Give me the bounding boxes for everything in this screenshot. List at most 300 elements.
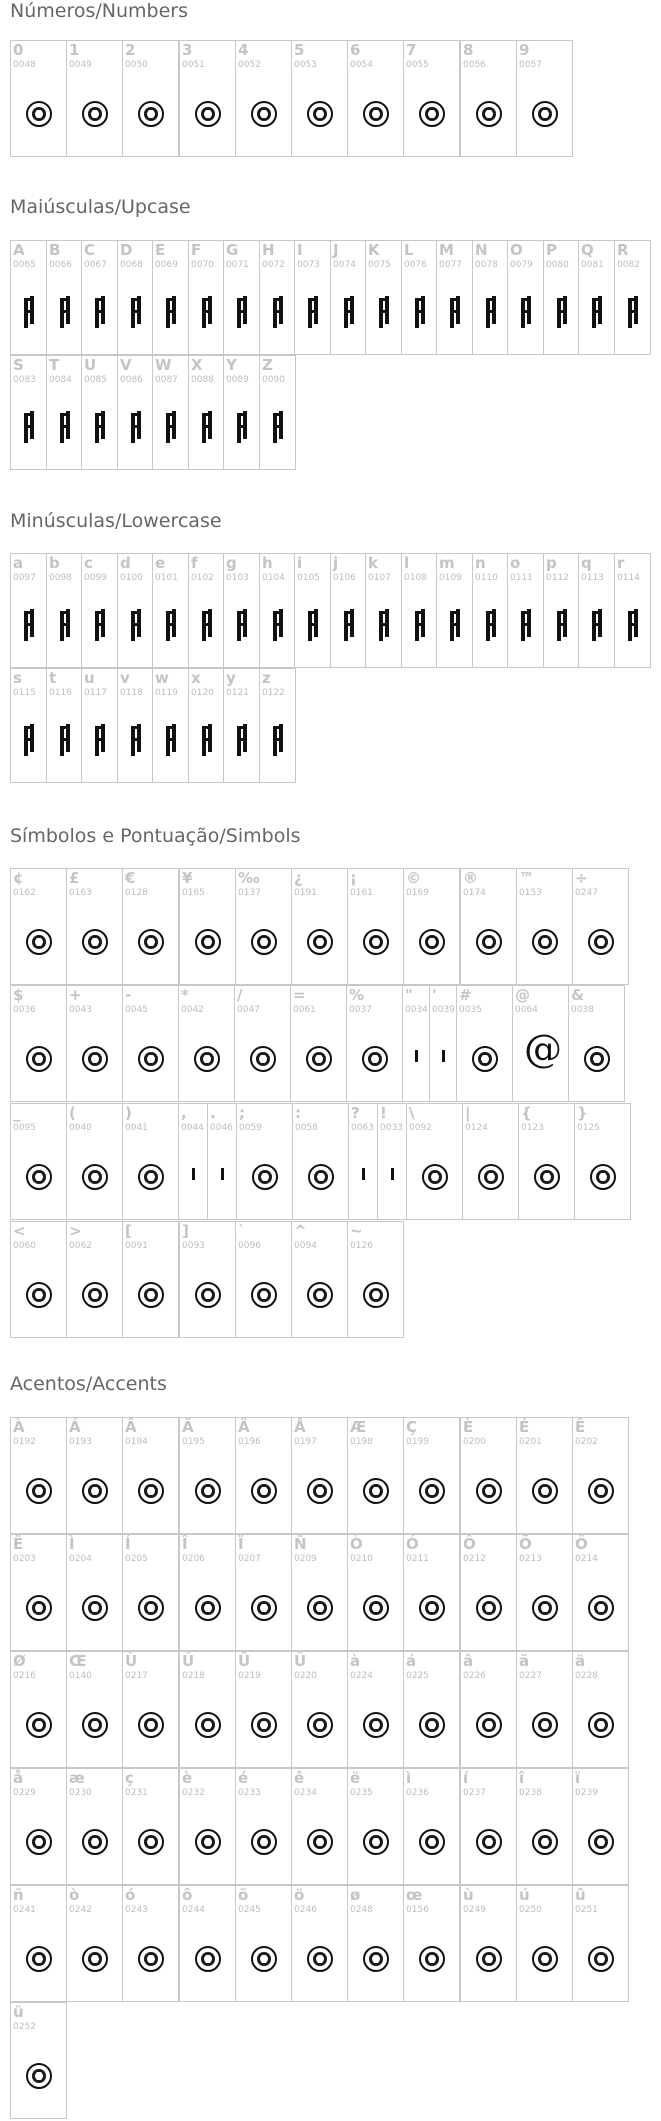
glyph-preview-badge (419, 1829, 445, 1855)
glyph-cell[interactable] (347, 868, 404, 985)
glyph-code: 0233 (238, 1788, 261, 1798)
glyph-cell[interactable] (330, 553, 367, 668)
glyph-cell[interactable] (574, 1103, 631, 1220)
glyph-character: l (404, 554, 410, 572)
glyph-character: G (226, 241, 239, 259)
glyph-preview-badge (195, 1478, 221, 1504)
glyph-code: 0033 (380, 1123, 403, 1133)
glyph-preview-badge (584, 1046, 610, 1072)
glyph-preview-badge (363, 1282, 389, 1308)
glyph-cell[interactable] (235, 1221, 292, 1338)
glyph-code: 0212 (463, 1554, 486, 1564)
glyph-cell[interactable] (572, 1534, 629, 1651)
glyph-cell[interactable] (152, 240, 189, 355)
glyph-cell[interactable] (291, 1885, 348, 2002)
glyph-cell[interactable] (347, 40, 404, 157)
glyph-code: 0068 (120, 260, 143, 270)
glyph-character: $ (13, 986, 24, 1004)
glyph-cell[interactable] (259, 355, 296, 470)
glyph-code: 0075 (368, 260, 391, 270)
glyph-cell[interactable] (223, 240, 260, 355)
glyph-cell[interactable] (46, 553, 83, 668)
glyph-character: ™ (519, 869, 534, 887)
glyph-preview (237, 724, 247, 756)
glyph-cell[interactable] (66, 985, 123, 1102)
glyph-cell[interactable] (403, 1534, 460, 1651)
glyph-cell[interactable] (66, 1768, 123, 1885)
glyph-character: H (262, 241, 275, 259)
glyph-cell[interactable] (10, 1768, 67, 1885)
glyph-cell[interactable] (223, 553, 260, 668)
glyph-code: 0091 (125, 1241, 148, 1251)
glyph-code: 0090 (262, 375, 285, 385)
glyph-cell[interactable] (348, 1103, 378, 1220)
glyph-cell[interactable] (401, 240, 438, 355)
glyph-cell[interactable] (152, 553, 189, 668)
glyph-code: 0094 (294, 1241, 317, 1251)
section-title: Símbolos e Pontuação/Simbols (10, 825, 301, 847)
glyph-cell[interactable] (235, 1534, 292, 1651)
glyph-cell[interactable] (188, 668, 225, 783)
glyph-cell[interactable] (66, 1221, 123, 1338)
glyph-cell[interactable] (460, 40, 517, 157)
glyph-cell[interactable] (152, 668, 189, 783)
glyph-cell[interactable] (291, 868, 348, 985)
glyph-code: 0169 (406, 888, 429, 898)
glyph-character: F (191, 241, 202, 259)
glyph-cell[interactable] (46, 240, 83, 355)
glyph-preview-badge (82, 1478, 108, 1504)
glyph-character: ; (239, 1104, 245, 1122)
glyph-cell[interactable] (152, 355, 189, 470)
glyph-cell[interactable] (572, 868, 629, 985)
glyph-preview-badge (26, 1595, 52, 1621)
glyph-cell[interactable] (436, 553, 473, 668)
glyph-character: À (13, 1418, 25, 1436)
glyph-character: L (404, 241, 414, 259)
glyph-character: P (546, 241, 557, 259)
glyph-cell[interactable] (460, 1534, 517, 1651)
glyph-preview-badge (26, 1478, 52, 1504)
glyph-code: 0088 (191, 375, 214, 385)
glyph-code: 0207 (238, 1554, 261, 1564)
glyph-cell[interactable] (460, 1885, 517, 2002)
glyph-preview (379, 296, 389, 328)
glyph-cell[interactable] (403, 1417, 460, 1534)
glyph-preview (557, 609, 567, 641)
glyph-code: 0252 (13, 2022, 36, 2032)
glyph-character: É (519, 1418, 530, 1436)
glyph-code: 0210 (350, 1554, 373, 1564)
glyph-character: R (617, 241, 629, 259)
glyph-cell[interactable] (291, 1417, 348, 1534)
glyph-cell[interactable] (117, 668, 154, 783)
glyph-cell[interactable] (235, 868, 292, 985)
glyph-cell[interactable] (572, 1651, 629, 1768)
glyph-cell[interactable] (10, 1534, 67, 1651)
glyph-cell[interactable] (188, 553, 225, 668)
glyph-character: = (293, 986, 306, 1004)
glyph-code: 0043 (69, 1005, 92, 1015)
glyph-cell[interactable] (236, 1103, 293, 1220)
glyph-cell[interactable] (117, 355, 154, 470)
glyph-cell[interactable] (512, 985, 569, 1102)
glyph-cell[interactable] (259, 240, 296, 355)
glyph-preview-badge (419, 101, 445, 127)
glyph-cell[interactable] (291, 1534, 348, 1651)
glyph-cell[interactable] (66, 40, 123, 157)
glyph-cell[interactable] (291, 1221, 348, 1338)
glyph-character: ÷ (575, 869, 588, 887)
glyph-cell[interactable] (507, 240, 544, 355)
glyph-cell[interactable] (290, 985, 347, 1102)
glyph-character: C (84, 241, 96, 259)
glyph-cell[interactable] (403, 1651, 460, 1768)
glyph-cell[interactable] (66, 868, 123, 985)
glyph-cell[interactable] (179, 1651, 236, 1768)
glyph-code: 0037 (349, 1005, 372, 1015)
glyph-code: 0104 (262, 573, 285, 583)
glyph-code: 0248 (350, 1905, 373, 1915)
glyph-cell[interactable] (81, 355, 118, 470)
glyph-preview-mark (415, 1050, 418, 1062)
glyph-cell[interactable] (572, 1885, 629, 2002)
glyph-cell[interactable] (10, 240, 47, 355)
glyph-cell[interactable] (406, 1103, 463, 1220)
glyph-character: M (439, 241, 454, 259)
glyph-code: 0216 (13, 1671, 36, 1681)
glyph-character: Z (262, 356, 273, 374)
glyph-preview-badge (419, 1712, 445, 1738)
glyph-cell[interactable] (10, 868, 67, 985)
glyph-cell[interactable] (516, 1534, 573, 1651)
glyph-cell[interactable] (572, 1417, 629, 1534)
glyph-cell[interactable] (365, 240, 402, 355)
glyph-cell[interactable] (122, 1534, 179, 1651)
glyph-cell[interactable] (460, 1768, 517, 1885)
glyph-cell[interactable] (10, 668, 47, 783)
glyph-cell[interactable] (401, 553, 438, 668)
glyph-character: I (297, 241, 303, 259)
glyph-character: æ (69, 1769, 85, 1787)
glyph-code: 0081 (581, 260, 604, 270)
glyph-character: 5 (294, 41, 305, 59)
glyph-cell[interactable] (234, 985, 291, 1102)
glyph-cell[interactable] (259, 668, 296, 783)
glyph-cell[interactable] (188, 355, 225, 470)
glyph-preview (237, 609, 247, 641)
glyph-cell[interactable] (294, 553, 331, 668)
glyph-character: : (295, 1104, 301, 1122)
glyph-cell[interactable] (179, 1534, 236, 1651)
glyph-preview (166, 724, 176, 756)
glyph-cell[interactable] (507, 553, 544, 668)
glyph-code: 0201 (519, 1437, 542, 1447)
glyph-cell[interactable] (122, 1417, 179, 1534)
section-title: Acentos/Accents (10, 1373, 167, 1395)
glyph-code: 0236 (406, 1788, 429, 1798)
glyph-code: 0092 (409, 1123, 432, 1133)
glyph-cell[interactable] (66, 1103, 123, 1220)
glyph-cell[interactable] (122, 1885, 179, 2002)
glyph-cell[interactable] (10, 1417, 67, 1534)
glyph-code: 0103 (226, 573, 249, 583)
glyph-cell[interactable] (235, 1768, 292, 1885)
glyph-code: 0247 (575, 888, 598, 898)
glyph-cell[interactable] (568, 985, 625, 1102)
glyph-preview (557, 296, 567, 328)
glyph-cell[interactable] (122, 1651, 179, 1768)
glyph-cell[interactable] (10, 355, 47, 470)
glyph-preview (344, 609, 354, 641)
glyph-preview-badge (588, 1595, 614, 1621)
glyph-preview-badge (532, 101, 558, 127)
glyph-character: Î (182, 1535, 188, 1553)
glyph-cell[interactable] (456, 985, 513, 1102)
glyph-character: ù (463, 1886, 474, 1904)
glyph-code: 0079 (510, 260, 533, 270)
glyph-cell[interactable] (614, 553, 651, 668)
glyph-preview-badge (472, 1046, 498, 1072)
glyph-cell[interactable] (516, 1651, 573, 1768)
glyph-cell[interactable] (472, 553, 509, 668)
glyph-cell[interactable] (10, 40, 67, 157)
glyph-code: 0228 (575, 1671, 598, 1681)
glyph-character: ï (575, 1769, 581, 1787)
glyph-cell[interactable] (436, 240, 473, 355)
glyph-cell[interactable] (66, 1885, 123, 2002)
glyph-preview-badge (82, 1164, 108, 1190)
glyph-cell[interactable] (10, 1651, 67, 1768)
glyph-preview (202, 609, 212, 641)
glyph-character: Ñ (294, 1535, 307, 1553)
glyph-cell[interactable] (516, 1768, 573, 1885)
glyph-cell[interactable] (291, 1651, 348, 1768)
glyph-cell[interactable] (122, 1768, 179, 1885)
glyph-cell[interactable] (516, 40, 573, 157)
glyph-code: 0041 (125, 1123, 148, 1133)
glyph-character: ü (13, 2003, 24, 2021)
glyph-cell[interactable] (516, 868, 573, 985)
glyph-cell[interactable] (178, 985, 235, 1102)
glyph-cell[interactable] (179, 868, 236, 985)
glyph-cell[interactable] (10, 985, 67, 1102)
glyph-preview-badge (138, 1595, 164, 1621)
glyph-code: 0227 (519, 1671, 542, 1681)
glyph-character: [ (125, 1222, 132, 1240)
glyph-code: 0206 (182, 1554, 205, 1564)
glyph-cell[interactable] (572, 1768, 629, 1885)
glyph-cell[interactable] (291, 1768, 348, 1885)
glyph-preview (166, 296, 176, 328)
glyph-code: 0062 (69, 1241, 92, 1251)
glyph-character: f (191, 554, 198, 572)
glyph-character: . (210, 1104, 216, 1122)
glyph-code: 0205 (125, 1554, 148, 1564)
glyph-preview-badge (26, 1712, 52, 1738)
glyph-character: Ù (125, 1652, 138, 1670)
glyph-cell[interactable] (178, 1103, 208, 1220)
glyph-cell[interactable] (365, 553, 402, 668)
glyph-cell[interactable] (235, 1885, 292, 2002)
glyph-cell[interactable] (347, 1417, 404, 1534)
glyph-preview (60, 411, 70, 443)
glyph-cell[interactable] (81, 240, 118, 355)
glyph-preview-badge (363, 1478, 389, 1504)
glyph-preview-badge (363, 1829, 389, 1855)
glyph-cell[interactable] (122, 1103, 179, 1220)
glyph-cell[interactable] (179, 1768, 236, 1885)
glyph-code: 0087 (155, 375, 178, 385)
glyph-cell[interactable] (347, 1221, 404, 1338)
glyph-cell[interactable] (294, 240, 331, 355)
glyph-preview-badge (26, 1282, 52, 1308)
glyph-cell[interactable] (543, 553, 580, 668)
glyph-code: 0074 (333, 260, 356, 270)
glyph-cell[interactable] (122, 40, 179, 157)
glyph-character: g (226, 554, 237, 572)
glyph-cell[interactable] (403, 40, 460, 157)
glyph-character: Ø (13, 1652, 26, 1670)
glyph-cell[interactable] (223, 355, 260, 470)
glyph-character: Ç (406, 1418, 418, 1436)
glyph-character: % (349, 986, 365, 1004)
glyph-cell[interactable] (291, 40, 348, 157)
glyph-code: 0059 (239, 1123, 262, 1133)
glyph-cell[interactable] (179, 1221, 236, 1338)
glyph-code: 0058 (295, 1123, 318, 1133)
glyph-cell[interactable] (10, 1103, 67, 1220)
glyph-cell[interactable] (46, 355, 83, 470)
glyph-cell[interactable] (223, 668, 260, 783)
glyph-cell[interactable] (10, 2002, 67, 2119)
glyph-cell[interactable] (330, 240, 367, 355)
glyph-cell[interactable] (402, 985, 430, 1102)
glyph-cell[interactable] (516, 1885, 573, 2002)
glyph-cell[interactable] (543, 240, 580, 355)
glyph-cell[interactable] (122, 1221, 179, 1338)
glyph-cell[interactable] (347, 1885, 404, 2002)
glyph-preview (450, 296, 460, 328)
glyph-cell[interactable] (347, 1768, 404, 1885)
glyph-character: Æ (350, 1418, 367, 1436)
glyph-cell[interactable] (460, 1651, 517, 1768)
glyph-cell[interactable] (347, 1651, 404, 1768)
glyph-character: | (465, 1104, 471, 1122)
glyph-cell[interactable] (377, 1103, 407, 1220)
glyph-preview-mark (391, 1168, 394, 1180)
glyph-preview-badge (82, 1712, 108, 1738)
glyph-cell[interactable] (614, 240, 651, 355)
glyph-code: 0098 (49, 573, 72, 583)
glyph-preview-badge (422, 1164, 448, 1190)
glyph-preview-badge (363, 101, 389, 127)
glyph-code: 0048 (13, 60, 36, 70)
glyph-cell[interactable] (403, 1768, 460, 1885)
glyph-cell[interactable] (66, 1417, 123, 1534)
glyph-cell[interactable] (259, 553, 296, 668)
glyph-preview (486, 609, 496, 641)
glyph-preview (24, 411, 34, 443)
glyph-cell[interactable] (429, 985, 457, 1102)
glyph-preview-badge (138, 929, 164, 955)
glyph-cell[interactable] (235, 1417, 292, 1534)
glyph-code: 0107 (368, 573, 391, 583)
glyph-code: 0086 (120, 375, 143, 385)
glyph-preview-badge (251, 929, 277, 955)
glyph-code: 0050 (125, 60, 148, 70)
glyph-preview (202, 411, 212, 443)
glyph-cell[interactable] (207, 1103, 237, 1220)
glyph-cell[interactable] (117, 240, 154, 355)
glyph-cell[interactable] (122, 985, 179, 1102)
glyph-cell[interactable] (518, 1103, 575, 1220)
glyph-cell[interactable] (460, 868, 517, 985)
glyph-cell[interactable] (292, 1103, 349, 1220)
glyph-code: 0124 (465, 1123, 488, 1133)
glyph-cell[interactable] (403, 1885, 460, 2002)
glyph-cell[interactable] (179, 1417, 236, 1534)
glyph-character: Û (238, 1652, 251, 1670)
glyph-cell[interactable] (117, 553, 154, 668)
glyph-preview-badge (251, 1478, 277, 1504)
glyph-code: 0078 (475, 260, 498, 270)
glyph-cell[interactable] (472, 240, 509, 355)
glyph-cell[interactable] (460, 1417, 517, 1534)
glyph-cell[interactable] (347, 1534, 404, 1651)
glyph-cell[interactable] (462, 1103, 519, 1220)
glyph-code: 0119 (155, 688, 178, 698)
glyph-preview-badge (26, 1046, 52, 1072)
glyph-code: 0203 (13, 1554, 36, 1564)
glyph-cell[interactable] (578, 240, 615, 355)
glyph-preview (308, 296, 318, 328)
glyph-cell[interactable] (66, 1651, 123, 1768)
glyph-cell[interactable] (81, 553, 118, 668)
glyph-code: 0162 (13, 888, 36, 898)
glyph-code: 0099 (84, 573, 107, 583)
glyph-preview-badge (251, 101, 277, 127)
glyph-preview-badge (532, 1478, 558, 1504)
glyph-cell[interactable] (578, 553, 615, 668)
glyph-preview-badge (363, 1595, 389, 1621)
glyph-preview (450, 609, 460, 641)
glyph-cell[interactable] (179, 1885, 236, 2002)
glyph-cell[interactable] (235, 40, 292, 157)
glyph-character: í (463, 1769, 469, 1787)
glyph-code: 0209 (294, 1554, 317, 1564)
glyph-character: Å (294, 1418, 306, 1436)
glyph-cell[interactable] (81, 668, 118, 783)
glyph-cell[interactable] (122, 868, 179, 985)
glyph-cell[interactable] (66, 1534, 123, 1651)
glyph-cell[interactable] (516, 1417, 573, 1534)
glyph-character: 4 (238, 41, 249, 59)
glyph-code: 0051 (182, 60, 205, 70)
glyph-cell[interactable] (46, 668, 83, 783)
glyph-cell[interactable] (179, 40, 236, 157)
glyph-cell[interactable] (235, 1651, 292, 1768)
glyph-cell[interactable] (10, 1221, 67, 1338)
glyph-code: 0106 (333, 573, 356, 583)
glyph-cell[interactable] (10, 553, 47, 668)
glyph-cell[interactable] (188, 240, 225, 355)
glyph-character: { (521, 1104, 532, 1122)
glyph-cell[interactable] (346, 985, 403, 1102)
glyph-code: 0067 (84, 260, 107, 270)
glyph-cell[interactable] (403, 868, 460, 985)
glyph-cell[interactable] (10, 1885, 67, 2002)
